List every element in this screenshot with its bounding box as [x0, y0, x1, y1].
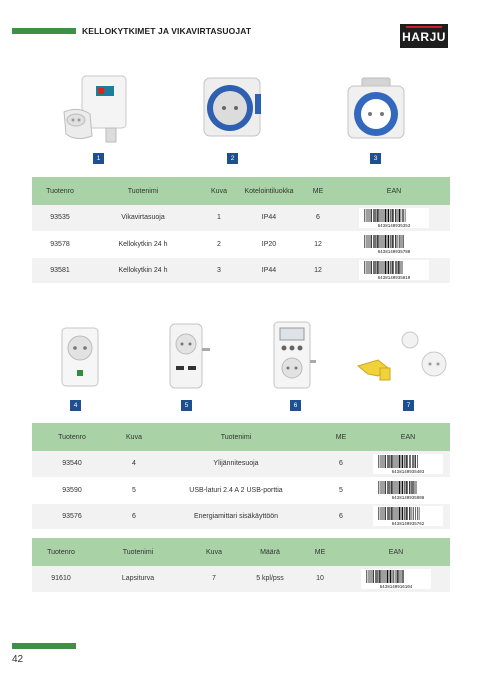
col-header-maara: Määrä [242, 538, 298, 566]
barcode-bar [389, 507, 390, 520]
barcode-bar [377, 209, 378, 222]
cell-tuotenimi: Kellokytkin 24 h [88, 257, 198, 283]
barcode-bar [411, 481, 412, 494]
barcode-bar [380, 455, 381, 468]
barcode-bar [417, 455, 418, 468]
barcode-bar [383, 455, 384, 468]
timer-socket-icon [200, 74, 264, 142]
barcode-bar [378, 209, 379, 222]
cell-me: 6 [316, 503, 366, 529]
cell-tuotenro: 93578 [32, 231, 88, 257]
col-header-tuotenro: Tuotenro [32, 423, 112, 451]
col-header-me: ME [316, 423, 366, 451]
barcode-bar [377, 235, 378, 248]
barcode-bar [409, 507, 410, 520]
ean-barcode [359, 208, 429, 228]
barcode-bar [413, 481, 414, 494]
barcode-bar [401, 507, 402, 520]
ground-fault-adapter-icon [58, 72, 138, 147]
barcode-bar [387, 261, 388, 274]
product-image-4 [58, 326, 102, 395]
barcode-digits: 6438140916104 [379, 585, 413, 589]
barcode-bar [370, 570, 371, 583]
barcode-bar [401, 481, 402, 494]
barcode-bar [383, 570, 384, 583]
barcode-bar [413, 455, 414, 468]
barcode-digits: 6438140935762 [391, 523, 425, 526]
barcode-bar [399, 235, 400, 248]
barcode-bar [397, 455, 398, 468]
col-header-tuotenimi: Tuotenimi [88, 177, 198, 205]
barcode-bar [392, 570, 393, 583]
barcode-bar [398, 261, 399, 274]
cell-ean [338, 205, 450, 231]
barcode-bar [402, 507, 403, 520]
table-row [32, 451, 450, 477]
barcode-bar [378, 455, 379, 468]
barcode-bar [364, 209, 365, 222]
barcode-bar [382, 507, 383, 520]
barcode-bar [399, 209, 400, 222]
barcode-bar [402, 481, 403, 494]
barcode-bar [388, 261, 389, 274]
ean-barcode [373, 480, 443, 500]
product-image-7 [354, 328, 450, 391]
barcode-bar [366, 570, 367, 583]
barcode-bar [364, 261, 365, 274]
barcode-bar [403, 570, 404, 583]
barcode-bar [415, 481, 416, 494]
barcode-bar [375, 570, 376, 583]
barcode-bar [378, 235, 379, 248]
barcode-bar [371, 261, 372, 274]
page-number: 42 [12, 654, 24, 665]
barcode-bar [369, 261, 370, 274]
barcode-bar [388, 235, 389, 248]
barcode-bar [379, 570, 380, 583]
barcode-bar [382, 455, 383, 468]
barcode-bar [404, 507, 405, 520]
cell-tuotenro: 93540 [32, 451, 112, 477]
barcode-bar [392, 455, 393, 468]
product-image-3 [344, 76, 408, 147]
barcode-bar [366, 235, 367, 248]
col-header-tuotenimi: Tuotenimi [90, 538, 186, 566]
cell-ean [366, 503, 450, 529]
barcode-bar [398, 570, 399, 583]
barcode-bar [396, 261, 397, 274]
cell-tuotenro: 93581 [32, 257, 88, 283]
barcode-bar [407, 455, 408, 468]
table-header-row [32, 177, 450, 205]
barcode-bar [371, 570, 372, 583]
barcode-bar [405, 209, 406, 222]
barcode-bar [401, 455, 402, 468]
barcode-bar [378, 481, 379, 494]
barcode-bar [387, 455, 388, 468]
col-header-kuva: Kuva [112, 423, 156, 451]
barcode-bar [402, 455, 403, 468]
barcode-bar [380, 209, 381, 222]
barcode-bar [388, 507, 389, 520]
barcode-bar [406, 507, 407, 520]
barcode-bar [383, 481, 384, 494]
barcode-bar [394, 455, 395, 468]
barcode-bar [393, 570, 394, 583]
product-image-6 [268, 320, 320, 397]
barcode-digits: 6438140935780 [377, 251, 411, 254]
barcode-bar [394, 481, 395, 494]
cell-kuva: 6 [112, 503, 156, 529]
cell-kotelointiluokka: IP44 [240, 257, 298, 283]
product-number-badge: 3 [370, 153, 381, 164]
barcode-bar [386, 570, 387, 583]
barcode-bar [390, 261, 391, 274]
barcode-bar [399, 507, 400, 520]
barcode-bar [395, 455, 396, 468]
col-header-kuva: Kuva [186, 538, 242, 566]
barcode-bar [409, 455, 410, 468]
product-number-badge: 4 [70, 400, 81, 411]
barcode-bar [389, 570, 390, 583]
harju-logo [400, 24, 448, 48]
barcode-bar [380, 261, 381, 274]
cell-tuotenro: 93576 [32, 503, 112, 529]
cell-tuotenimi: Vikavirtasuoja [88, 205, 198, 231]
barcode-bar [382, 570, 383, 583]
barcode-bar [385, 455, 386, 468]
col-header-tuotenro: Tuotenro [32, 177, 88, 205]
cell-ean [366, 451, 450, 477]
barcode-bar [395, 570, 396, 583]
barcode-bar [371, 209, 372, 222]
barcode-bar [373, 209, 374, 222]
energy-meter-icon [268, 320, 320, 392]
surge-protector-icon [58, 326, 102, 390]
barcode-bar [371, 235, 372, 248]
barcode-bar [406, 481, 407, 494]
table-row [32, 503, 450, 529]
table-row [32, 477, 450, 503]
barcode-bar [391, 455, 392, 468]
barcode-bar [417, 507, 418, 520]
barcode-bar [374, 209, 375, 222]
barcode-bar [383, 261, 384, 274]
barcode-bar [412, 455, 413, 468]
cell-kotelointiluokka: IP44 [240, 205, 298, 231]
barcode-bar [378, 261, 379, 274]
barcode-bar [419, 507, 420, 520]
footer-accent-bar [12, 643, 76, 649]
barcode-bar [388, 455, 389, 468]
barcode-bar [392, 261, 393, 274]
cell-kuva: 2 [198, 231, 240, 257]
col-header-kotelointiluokka: Kotelointiluokka [240, 177, 298, 205]
child-safety-plug-icon [354, 328, 450, 386]
barcode-bar [369, 235, 370, 248]
barcode-bar [375, 209, 376, 222]
cell-ean [338, 257, 450, 283]
barcode-bar [395, 235, 396, 248]
barcode-bar [366, 261, 367, 274]
barcode-bar [399, 455, 400, 468]
barcode-bar [389, 481, 390, 494]
barcode-bar [393, 209, 394, 222]
col-header-me: ME [298, 177, 338, 205]
barcode-bar [395, 507, 396, 520]
barcode-bar [381, 235, 382, 248]
cell-tuotenimi: Lapsiturva [90, 566, 186, 592]
table-header-row [32, 423, 450, 451]
barcode-bar [398, 507, 399, 520]
barcode-bar [389, 455, 390, 468]
product-table-timers [32, 177, 450, 284]
product-number-badge: 7 [403, 400, 414, 411]
cell-kuva: 3 [198, 257, 240, 283]
cell-kuva: 1 [198, 205, 240, 231]
barcode-bar [402, 261, 403, 274]
barcode-bar [385, 261, 386, 274]
cell-ean [366, 477, 450, 503]
barcode-digits: 6438140935403 [391, 470, 425, 474]
barcode-bar [385, 570, 386, 583]
barcode-bar [381, 261, 382, 274]
logo-text: HARJU [402, 30, 446, 44]
barcode-bar [380, 481, 381, 494]
barcode-bar [415, 455, 416, 468]
barcode-bar [387, 570, 388, 583]
barcode-bar [401, 570, 402, 583]
product-number-badge: 6 [290, 400, 301, 411]
barcode-bar [385, 507, 386, 520]
barcode-bar [397, 481, 398, 494]
barcode-bar [380, 507, 381, 520]
cell-tuotenimi: Energiamittari sisäkäyttöön [156, 503, 316, 529]
cell-tuotenro: 93535 [32, 205, 88, 231]
barcode-bar [364, 235, 365, 248]
product-image-2 [200, 74, 264, 147]
col-header-ean: EAN [338, 177, 450, 205]
usb-charger-socket-icon [164, 322, 212, 392]
barcode-bar [390, 209, 391, 222]
barcode-bar [392, 481, 393, 494]
product-number-badge: 2 [227, 153, 238, 164]
barcode-bar [403, 235, 404, 248]
cell-kuva: 4 [112, 451, 156, 477]
barcode-bar [415, 507, 416, 520]
product-table-accessories [32, 423, 450, 530]
timer-socket-outdoor-icon [344, 76, 408, 142]
barcode-digits: 6438140935353 [377, 224, 411, 228]
barcode-bar [404, 455, 405, 468]
barcode-bar [384, 235, 385, 248]
barcode-bar [378, 507, 379, 520]
cell-tuotenro: 91610 [32, 566, 90, 592]
barcode-bar [407, 481, 408, 494]
product-number-badge: 1 [93, 153, 104, 164]
barcode-bar [410, 455, 411, 468]
barcode-bar [384, 209, 385, 222]
barcode-bar [413, 507, 414, 520]
product-number-badge: 5 [181, 400, 192, 411]
table-row [32, 257, 450, 283]
barcode-bar [409, 481, 410, 494]
barcode-bar [387, 235, 388, 248]
barcode-bar [388, 481, 389, 494]
barcode-bar [387, 481, 388, 494]
product-image-1 [58, 72, 138, 152]
barcode-bar [368, 261, 369, 274]
barcode-bar [393, 261, 394, 274]
cell-me: 5 [316, 477, 366, 503]
cell-ean [342, 566, 450, 592]
col-header-ean: EAN [366, 423, 450, 451]
barcode-bar [376, 570, 377, 583]
barcode-bar [375, 235, 376, 248]
product-table-child-safety [32, 538, 450, 593]
barcode-bar [395, 209, 396, 222]
barcode-bar [373, 235, 374, 248]
barcode-bar [394, 507, 395, 520]
header-accent-bar [12, 28, 76, 34]
barcode-bar [399, 261, 400, 274]
barcode-bar [380, 235, 381, 248]
page-title: KELLOKYTKIMET JA VIKAVIRTASUOJAT [82, 26, 252, 36]
cell-me: 10 [298, 566, 342, 592]
barcode-bar [377, 570, 378, 583]
table-header-row [32, 538, 450, 566]
cell-kuva: 5 [112, 477, 156, 503]
barcode-bar [402, 209, 403, 222]
ean-barcode [373, 506, 443, 526]
barcode-bar [412, 481, 413, 494]
barcode-bar [392, 235, 393, 248]
barcode-bar [398, 209, 399, 222]
barcode-bar [402, 235, 403, 248]
barcode-bar [390, 570, 391, 583]
col-header-tuotenimi: Tuotenimi [156, 423, 316, 451]
barcode-bar [382, 481, 383, 494]
logo-roof-icon [406, 26, 442, 31]
barcode-bar [383, 209, 384, 222]
barcode-bar [392, 209, 393, 222]
barcode-bar [385, 235, 386, 248]
barcode-bar [393, 235, 394, 248]
barcode-bar [395, 261, 396, 274]
ean-barcode [361, 569, 431, 589]
table-row [32, 566, 450, 592]
barcode-bar [407, 507, 408, 520]
barcode-bar [368, 235, 369, 248]
cell-maara: 5 kpl/pss [242, 566, 298, 592]
cell-me: 6 [298, 205, 338, 231]
barcode-bar [388, 209, 389, 222]
barcode-bar [373, 570, 374, 583]
barcode-bar [404, 481, 405, 494]
barcode-bar [380, 570, 381, 583]
barcode-bar [391, 507, 392, 520]
barcode-bar [397, 570, 398, 583]
cell-kotelointiluokka: IP20 [240, 231, 298, 257]
barcode-bar [383, 507, 384, 520]
barcode-bar [374, 235, 375, 248]
cell-me: 6 [316, 451, 366, 477]
barcode-bar [375, 261, 376, 274]
barcode-digits: 6438140935810 [377, 277, 411, 280]
barcode-bar [401, 261, 402, 274]
barcode-bar [374, 261, 375, 274]
col-header-tuotenro: Tuotenro [32, 538, 90, 566]
barcode-bar [368, 209, 369, 222]
barcode-bar [398, 481, 399, 494]
barcode-bar [385, 481, 386, 494]
table-row [32, 231, 450, 257]
cell-kuva: 7 [186, 566, 242, 592]
barcode-bar [395, 481, 396, 494]
barcode-bar [401, 235, 402, 248]
barcode-bar [384, 261, 385, 274]
barcode-bar [401, 209, 402, 222]
cell-ean [338, 231, 450, 257]
product-image-5 [164, 322, 212, 397]
barcode-bar [399, 481, 400, 494]
barcode-bar [366, 209, 367, 222]
barcode-bar [368, 570, 369, 583]
barcode-bar [391, 481, 392, 494]
barcode-bar [416, 481, 417, 494]
col-header-me: ME [298, 538, 342, 566]
barcode-bar [390, 235, 391, 248]
barcode-bar [402, 570, 403, 583]
cell-tuotenimi: Ylijännitesuoja [156, 451, 316, 477]
barcode-bar [369, 209, 370, 222]
col-header-kuva: Kuva [198, 177, 240, 205]
cell-me: 12 [298, 257, 338, 283]
barcode-bar [392, 507, 393, 520]
cell-tuotenimi: Kellokytkin 24 h [88, 231, 198, 257]
cell-tuotenro: 93590 [32, 477, 112, 503]
barcode-digits: 6438140935908 [391, 497, 425, 500]
barcode-bar [412, 507, 413, 520]
barcode-bar [387, 507, 388, 520]
table-row [32, 205, 450, 231]
barcode-bar [406, 455, 407, 468]
barcode-bar [397, 507, 398, 520]
cell-tuotenimi: USB-laturi 2.4 A 2 USB-porttia [156, 477, 316, 503]
barcode-bar [398, 235, 399, 248]
barcode-bar [385, 209, 386, 222]
col-header-ean: EAN [342, 538, 450, 566]
cell-me: 12 [298, 231, 338, 257]
barcode-bar [381, 209, 382, 222]
barcode-bar [400, 570, 401, 583]
barcode-bar [377, 261, 378, 274]
barcode-bar [398, 455, 399, 468]
ean-barcode [359, 234, 429, 254]
barcode-bar [373, 261, 374, 274]
ean-barcode [359, 260, 429, 280]
barcode-bar [387, 209, 388, 222]
ean-barcode [373, 454, 443, 474]
barcode-bar [383, 235, 384, 248]
